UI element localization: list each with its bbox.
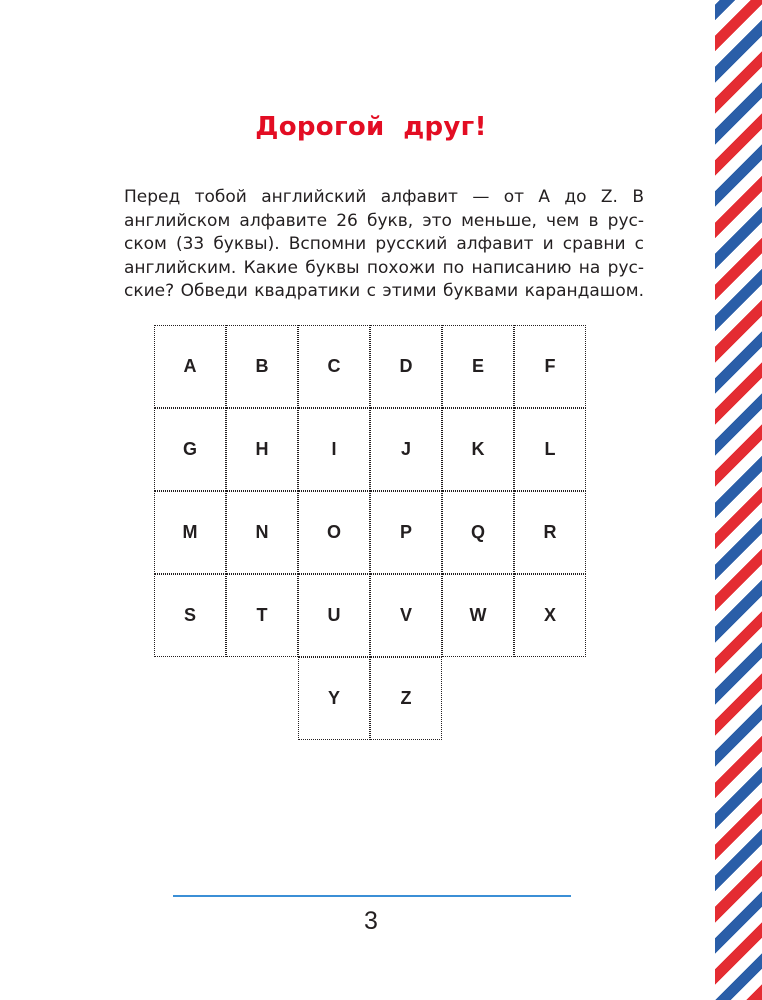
intro-line: английским. Какие буквы похожи по написанию на рус- <box>124 257 644 278</box>
letter-cell-g[interactable]: G <box>154 408 226 491</box>
letter-cell-c[interactable]: C <box>298 325 370 408</box>
intro-line: ском (33 буквы). Вспомни русский алфавит и сравни с <box>124 234 644 254</box>
page-number: 3 <box>364 907 378 935</box>
letter-cell-r[interactable]: R <box>514 491 586 574</box>
letter-cell-i[interactable]: I <box>298 408 370 491</box>
letter-cell-s[interactable]: S <box>154 574 226 657</box>
letter-cell-z[interactable]: Z <box>370 657 442 740</box>
letter-cell-o[interactable]: O <box>298 491 370 574</box>
letter-cell-l[interactable]: L <box>514 408 586 491</box>
alphabet-grid <box>154 325 586 743</box>
intro-paragraph <box>124 186 644 304</box>
intro-line: ские? Обведи квадратики с этими буквами карандашом. <box>124 281 644 301</box>
letter-cell-n[interactable]: N <box>226 491 298 574</box>
letter-cell-w[interactable]: W <box>442 574 514 657</box>
letter-cell-t[interactable]: T <box>226 574 298 657</box>
letter-cell-f[interactable]: F <box>514 325 586 408</box>
letter-cell-x[interactable]: X <box>514 574 586 657</box>
letter-cell-v[interactable]: V <box>370 574 442 657</box>
letter-cell-d[interactable]: D <box>370 325 442 408</box>
letter-cell-y[interactable]: Y <box>298 657 370 740</box>
letter-cell-j[interactable]: J <box>370 408 442 491</box>
letter-cell-q[interactable]: Q <box>442 491 514 574</box>
striped-border <box>715 0 762 1000</box>
letter-cell-u[interactable]: U <box>298 574 370 657</box>
letter-cell-p[interactable]: P <box>370 491 442 574</box>
letter-cell-k[interactable]: K <box>442 408 514 491</box>
page-title: Дорогой друг! <box>255 112 487 142</box>
letter-cell-a[interactable]: A <box>154 325 226 408</box>
letter-cell-m[interactable]: M <box>154 491 226 574</box>
intro-line: английском алфавите 26 букв, это меньше, чем в рус- <box>124 210 644 231</box>
letter-cell-b[interactable]: B <box>226 325 298 408</box>
footer-divider <box>173 895 571 897</box>
letter-cell-h[interactable]: H <box>226 408 298 491</box>
letter-cell-e[interactable]: E <box>442 325 514 408</box>
intro-line: Перед тобой английский алфавит — от А до Z. В <box>124 187 644 207</box>
